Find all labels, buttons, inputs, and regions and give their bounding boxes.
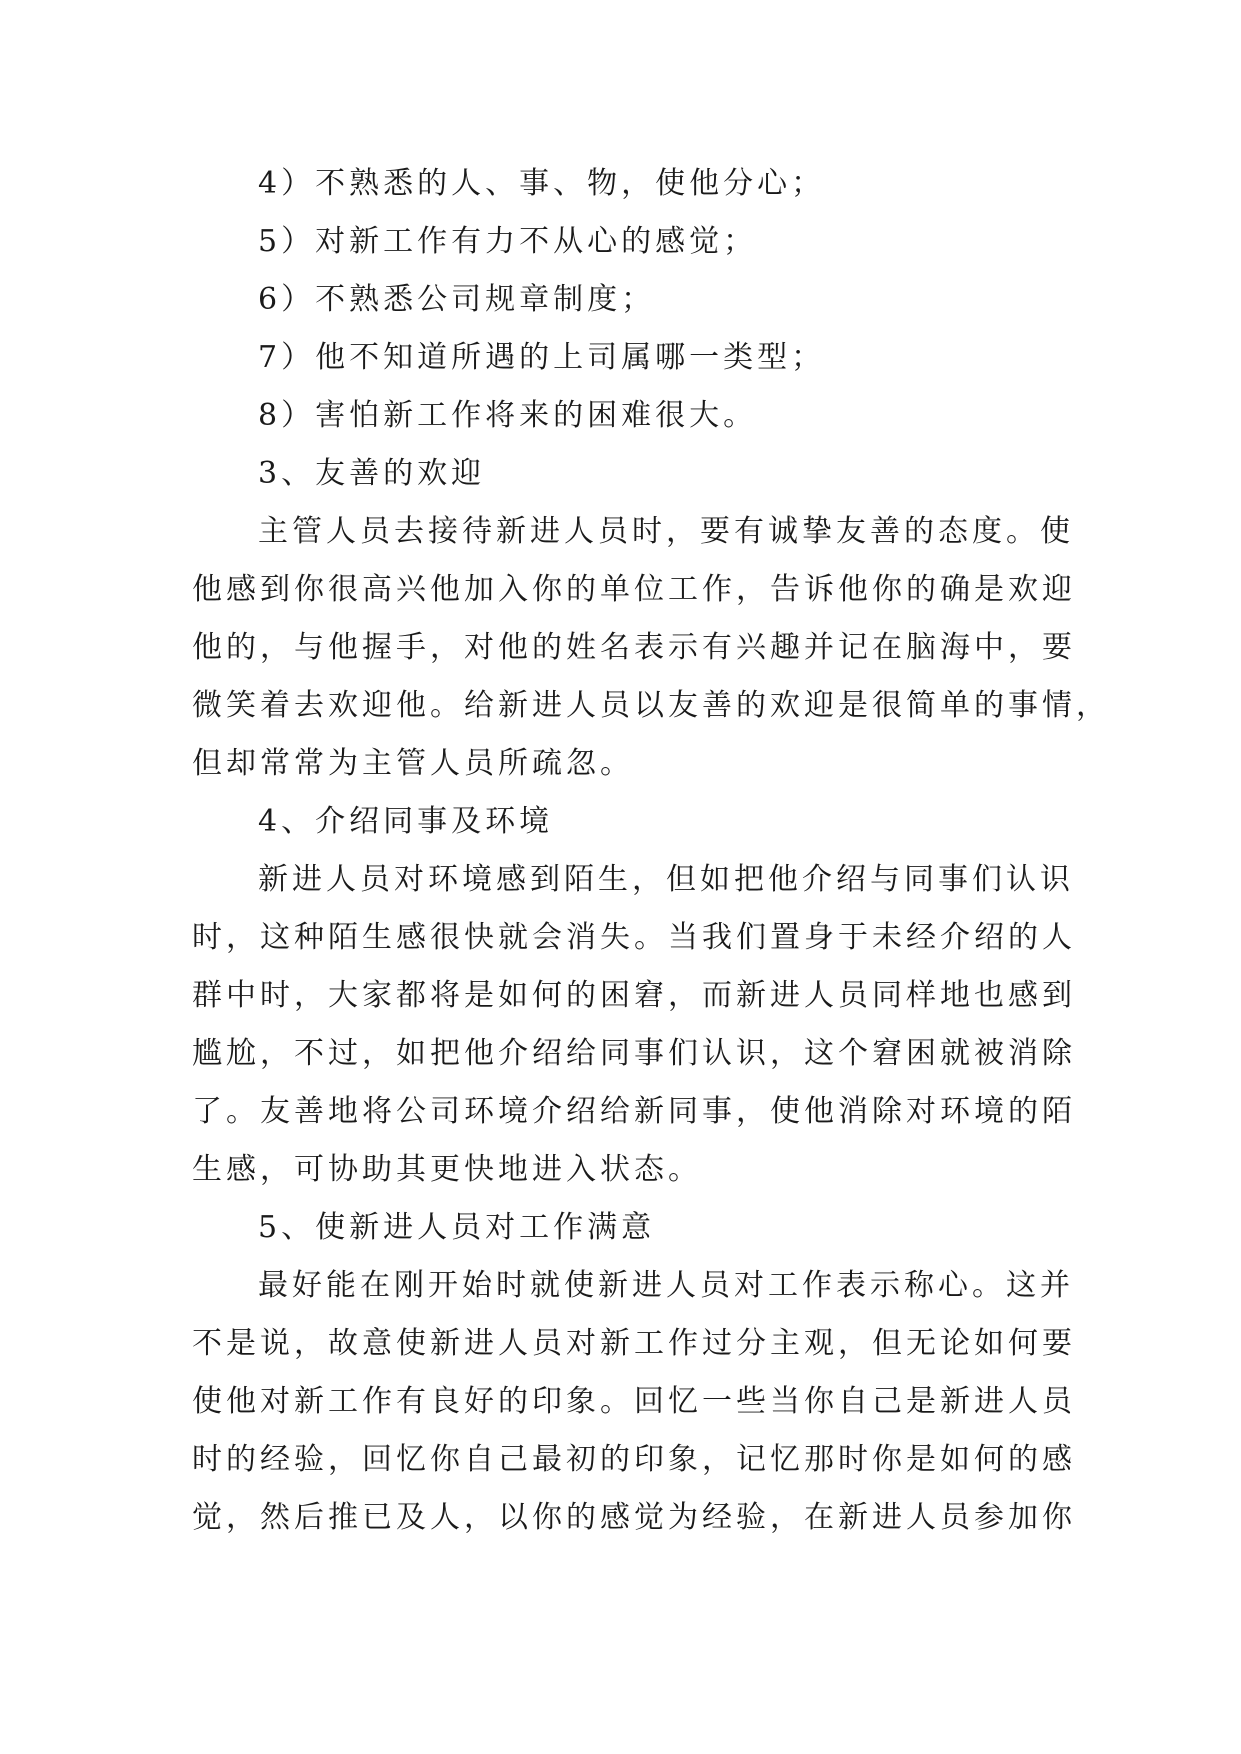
paragraph-line: 觉，然后推已及人，以你的感觉为经验，在新进人员参加你 xyxy=(192,1500,1076,1535)
paragraph-line: 主管人员去接待新进人员时，要有诚挚友善的态度。使 xyxy=(258,514,1074,549)
paragraph-line: 但却常常为主管人员所疏忽。 xyxy=(192,746,634,781)
paragraph-line: 最好能在刚开始时就使新进人员对工作表示称心。这并 xyxy=(258,1268,1074,1303)
section-heading: 3、友善的欢迎 xyxy=(258,456,486,491)
paragraph-line: 微笑着去欢迎他。给新进人员以友善的欢迎是很简单的事情， xyxy=(192,688,1110,723)
paragraph-line: 生感，可协助其更快地进入状态。 xyxy=(192,1152,702,1187)
paragraph-line: 尴尬，不过，如把他介绍给同事们认识，这个窘困就被消除 xyxy=(192,1036,1076,1071)
paragraph-line: 时，这种陌生感很快就会消失。当我们置身于未经介绍的人 xyxy=(192,920,1076,955)
paragraph-line: 使他对新工作有良好的印象。回忆一些当你自己是新进人员 xyxy=(192,1384,1076,1419)
paragraph-line: 了。友善地将公司环境介绍给新同事，使他消除对环境的陌 xyxy=(192,1094,1076,1129)
list-item: 5）对新工作有力不从心的感觉； xyxy=(258,224,758,259)
list-item: 6）不熟悉公司规章制度； xyxy=(258,282,656,317)
section-heading: 4、介绍同事及环境 xyxy=(258,804,554,839)
list-item: 4）不熟悉的人、事、物，使他分心； xyxy=(258,166,826,201)
section-heading: 5、使新进人员对工作满意 xyxy=(258,1210,656,1245)
paragraph-line: 他的，与他握手，对他的姓名表示有兴趣并记在脑海中，要 xyxy=(192,630,1076,665)
paragraph-line: 不是说，故意使新进人员对新工作过分主观，但无论如何要 xyxy=(192,1326,1076,1361)
list-item: 8）害怕新工作将来的困难很大。 xyxy=(258,398,758,433)
paragraph-line: 他感到你很高兴他加入你的单位工作，告诉他你的确是欢迎 xyxy=(192,572,1076,607)
paragraph-line: 群中时，大家都将是如何的困窘，而新进人员同样地也感到 xyxy=(192,978,1076,1013)
list-item: 7）他不知道所遇的上司属哪一类型； xyxy=(258,340,826,375)
paragraph-line: 时的经验，回忆你自己最初的印象，记忆那时你是如何的感 xyxy=(192,1442,1076,1477)
paragraph-line: 新进人员对环境感到陌生，但如把他介绍与同事们认识 xyxy=(258,862,1074,897)
document-body xyxy=(192,155,1110,1547)
